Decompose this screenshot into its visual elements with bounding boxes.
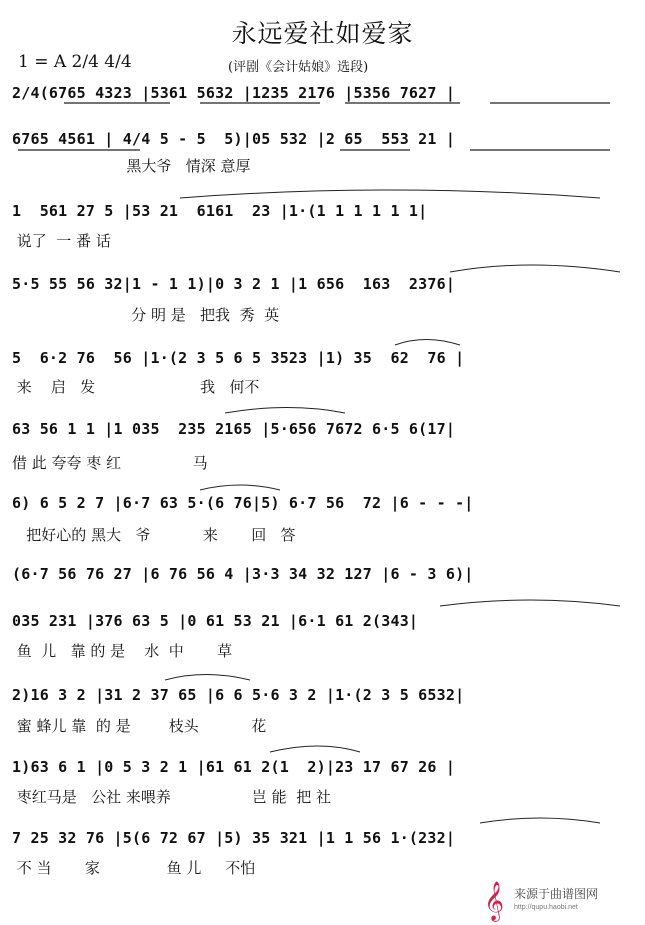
notation-line-5: 5 6·2 76 56 |1·(2 3 5 6 5 3523 |1) 35 62 76 | — [12, 349, 465, 367]
slur — [440, 600, 620, 606]
lyrics-line-4: 分 明 是 把我 秀 英 — [12, 306, 280, 324]
lyrics-line-6: 借 此 夸夸 枣 红 马 — [12, 454, 208, 472]
song-title: 永远爱社如爱家 — [231, 19, 414, 48]
treble-clef-icon: 𝄞 — [483, 881, 505, 921]
slur — [480, 818, 600, 823]
lyrics-line-5: 来 启 发 我 何不 — [12, 378, 260, 396]
lyrics-line-2: 黑大爷 情深 意厚 — [12, 157, 251, 175]
notation-line-7: 6) 6 5 2 7 |6·7 63 5·(6 76|5) 6·7 56 72 |6 - - -| — [12, 494, 474, 512]
slur — [180, 190, 600, 198]
slur — [450, 265, 620, 272]
lyrics-line-11: 枣红马是 公社 来喂养 岂 能 把 社 — [12, 788, 331, 806]
lyrics-line-12: 不 当 家 鱼 儿 不怕 — [12, 859, 256, 877]
notation-line-3: 1 561 27 5 |53 21 6161 23 |1·(1 1 1 1 1 1| — [12, 202, 428, 220]
watermark-url: http://qupu.haobi.net — [514, 904, 578, 911]
slur — [200, 485, 280, 490]
lyrics-line-7: 把好心的 黑大 爷 来 回 答 — [12, 526, 296, 544]
notation-line-2: 6765 4561 | 4/4 5 - 5 5)|05 532 |2 65 553 21 | — [12, 130, 456, 148]
notation-line-11: 1)63 6 1 |0 5 3 2 1 |61 61 2(1 2)|23 17 67 26 | — [12, 758, 456, 776]
notation-line-9: 035 231 |376 63 5 |0 61 53 21 |6·1 61 2(343| — [12, 612, 419, 630]
notation-line-8: (6·7 56 76 27 |6 76 56 4 |3·3 34 32 127 |6 - 3 6)| — [12, 565, 474, 583]
lyrics-line-3: 说了 一 番 话 — [12, 232, 111, 250]
slur — [395, 340, 460, 346]
watermark — [480, 882, 640, 922]
slur — [225, 408, 345, 414]
key-signature: 1 = A 2/4 4/4 — [18, 52, 132, 72]
watermark-text: 来源于曲谱图网 — [514, 887, 599, 901]
slur — [165, 675, 250, 681]
notation-line-4: 5·5 55 56 32|1 - 1 1)|0 3 2 1 |1 656 163 2376| — [12, 275, 456, 293]
slur — [270, 746, 360, 752]
notation-line-1: 2/4(6765 4323 |5361 5632 |1235 2176 |5356 7627 | — [12, 84, 456, 102]
notation-line-12: 7 25 32 76 |5(6 72 67 |5) 35 321 |1 1 56 1·(232| — [12, 829, 456, 847]
source-subtitle: (评剧《会计姑娘》选段) — [228, 60, 369, 75]
lyrics-line-10: 蜜 蜂儿 靠 的 是 枝头 花 — [12, 717, 267, 735]
notation-line-6: 63 56 1 1 |1 035 235 2165 |5·656 7672 6·5 6(17| — [12, 420, 456, 438]
lyrics-line-9: 鱼 儿 靠 的 是 水 中 草 — [12, 642, 233, 660]
notation-line-10: 2)16 3 2 |31 2 37 65 |6 6 5·6 3 2 |1·(2 3 5 6532| — [12, 686, 465, 704]
